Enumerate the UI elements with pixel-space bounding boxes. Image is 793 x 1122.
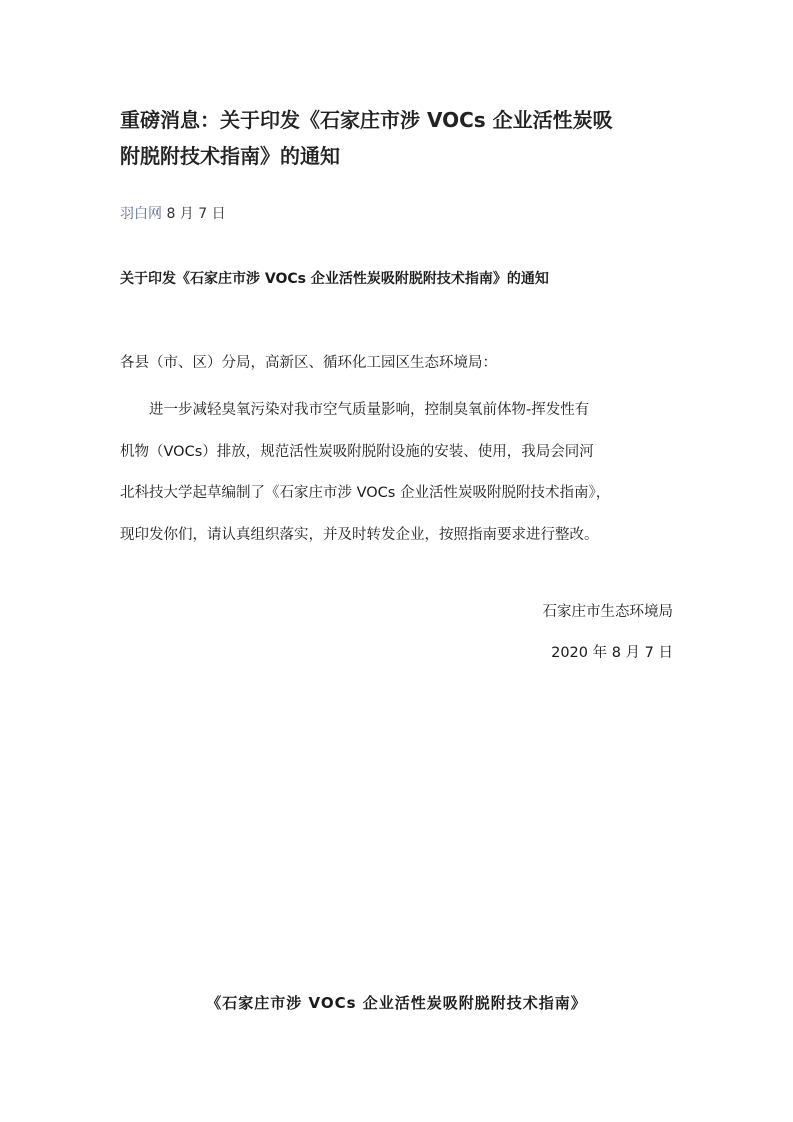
article-title <box>120 102 680 174</box>
guide-heading: 《石家庄市涉 VOCs 企业活性炭吸附脱附技术指南》 <box>206 994 587 1012</box>
notice-salutation: 各县（市、区）分局，高新区、循环化工园区生态环境局： <box>120 355 497 371</box>
signature-date: 2020 年 8 月 7 日 <box>551 645 673 661</box>
publish-date: 8 月 7 日 <box>166 206 226 222</box>
source-link[interactable]: 羽白网 <box>120 206 162 222</box>
notice-body <box>120 390 676 556</box>
signature-organization: 石家庄市生态环境局 <box>542 604 673 620</box>
article-title-line-2: 附脱附技术指南》的通知 <box>120 144 340 168</box>
article-title-line-1: 重磅消息：关于印发《石家庄市涉 VOCs 企业活性炭吸 <box>120 108 613 132</box>
notice-body-line: 机物（VOCs）排放，规范活性炭吸附脱附设施的安装、使用，我局会同河 <box>120 443 594 460</box>
notice-subtitle: 关于印发《石家庄市涉 VOCs 企业活性炭吸附脱附技术指南》的通知 <box>120 271 549 287</box>
notice-body-line: 现印发你们，请认真组织落实，并及时转发企业，按照指南要求进行整改。 <box>120 526 599 543</box>
notice-body-line: 进一步减轻臭氧污染对我市空气质量影响，控制臭氧前体物-挥发性有 <box>149 402 590 418</box>
article-meta <box>120 204 226 224</box>
notice-body-line: 北科技大学起草编制了《石家庄市涉 VOCs 企业活性炭吸附脱附技术指南》， <box>120 485 611 501</box>
